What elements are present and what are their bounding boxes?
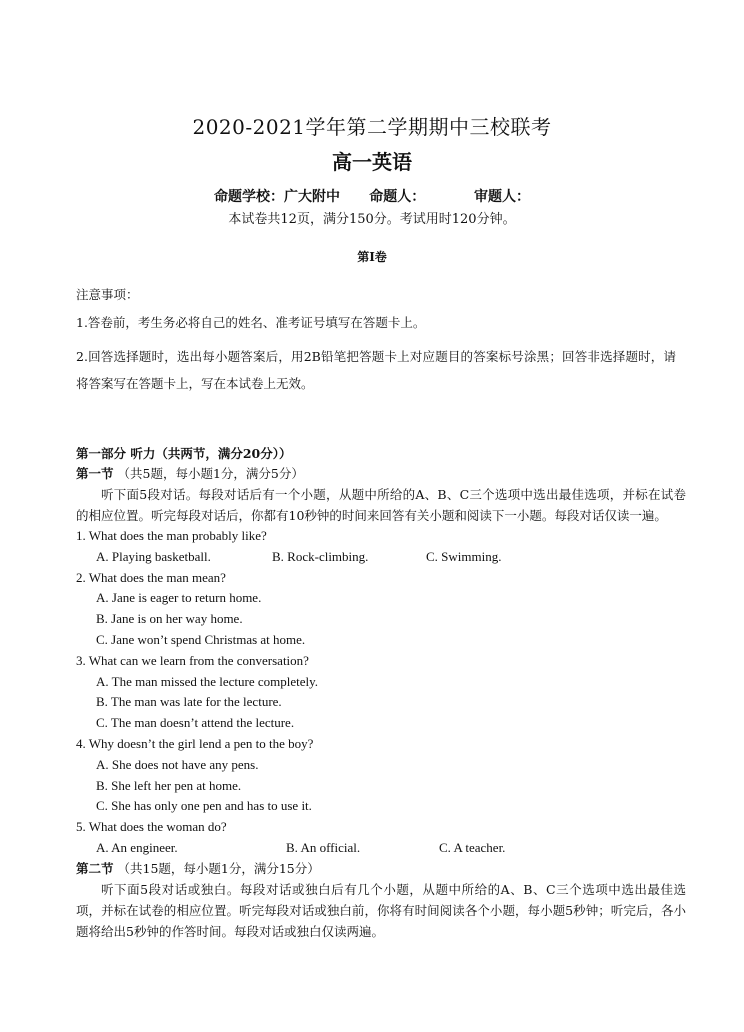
subject-title: 高一英语: [332, 150, 412, 174]
question-stem: 2. What does the man mean?: [76, 569, 226, 585]
section-desc: （共5题，每小题1分，满分5分）: [113, 466, 304, 481]
option: C. A teacher.: [439, 839, 506, 855]
note-item: 1.答卷前，考生务必将自己的姓名、准考证号填写在答题卡上。: [76, 315, 426, 330]
option: A. The man missed the lecture completely.: [96, 673, 319, 689]
option: A. She does not have any pens.: [96, 756, 259, 772]
option: B. Rock-climbing.: [272, 548, 369, 564]
question-stem: 4. Why doesn’t the girl lend a pen to the boy?: [76, 735, 314, 751]
section-desc: （共15题，每小题1分，满分15分）: [113, 860, 320, 876]
notes-heading: 注意事项：: [76, 287, 139, 302]
option: B. Jane is on her way home.: [96, 611, 243, 627]
option: C. She has only one pen and has to use it.: [96, 798, 312, 814]
section-instructions: 听下面5段对话。每段对话后有一个小题，从题中所给的A、B、C三个选项中选出最佳选项，并标在试卷的相应位置。听完每段对话后，你都有10秒钟的时间来回答有关小题和阅读下一小题。每段对话仅读一遍。: [76, 487, 686, 523]
question-stem: 1. What does the man probably like?: [76, 528, 267, 543]
listening-part: [76, 444, 686, 942]
part-title: 第一部分 听力（共两节，满分20分））: [76, 446, 292, 461]
section-title: [76, 859, 686, 879]
question-stem: 5. What does the woman do?: [76, 819, 227, 835]
options-row: [76, 547, 686, 568]
options-row: [76, 838, 686, 859]
question-stem: 3. What can we learn from the conversation?: [76, 652, 309, 668]
option: A. Playing basketball.: [96, 548, 211, 564]
note-item: 2.回答选择题时，选出每小题答案后，用2B铅笔把答题卡上对应题目的答案标号涂黑；回答非选择题时，请将答案写在答题卡上，写在本试卷上无效。: [76, 349, 676, 391]
option: B. The man was late for the lecture.: [96, 694, 282, 710]
section-label: 第二节: [76, 860, 114, 876]
section-instructions: 听下面5段对话或独白。每段对话或独白后有几个小题，从题中所给的A、B、C三个选项中选出最佳选项，并标在试卷的相应位置。听完每段对话或独白前，你将有时间阅读各个小题，每小题5秒钟；听完后，各小题将给出5秒钟的作答时间。每段对话或独白仅读两遍。: [76, 881, 686, 939]
option: C. Jane won’t spend Christmas at home.: [96, 631, 306, 647]
option: C. Swimming.: [426, 548, 502, 564]
option: C. The man doesn’t attend the lecture.: [96, 715, 295, 731]
exam-title: 2020-2021学年第二学期期中三校联考: [192, 115, 552, 139]
option: B. An official.: [286, 839, 361, 855]
option: B. She left her pen at home.: [96, 777, 242, 793]
exam-info: 本试卷共12页，满分150分。考试用时120分钟。: [228, 212, 516, 227]
option: A. Jane is eager to return home.: [96, 590, 262, 606]
author-line: 命题学校：广大附中 命题人： 审题人：: [214, 189, 530, 205]
volume-label: 第Ⅰ卷: [357, 250, 387, 264]
notes-block: [76, 285, 676, 397]
option: A. An engineer.: [96, 839, 178, 855]
section-label: 第一节: [76, 466, 114, 481]
section-title: [76, 464, 686, 484]
